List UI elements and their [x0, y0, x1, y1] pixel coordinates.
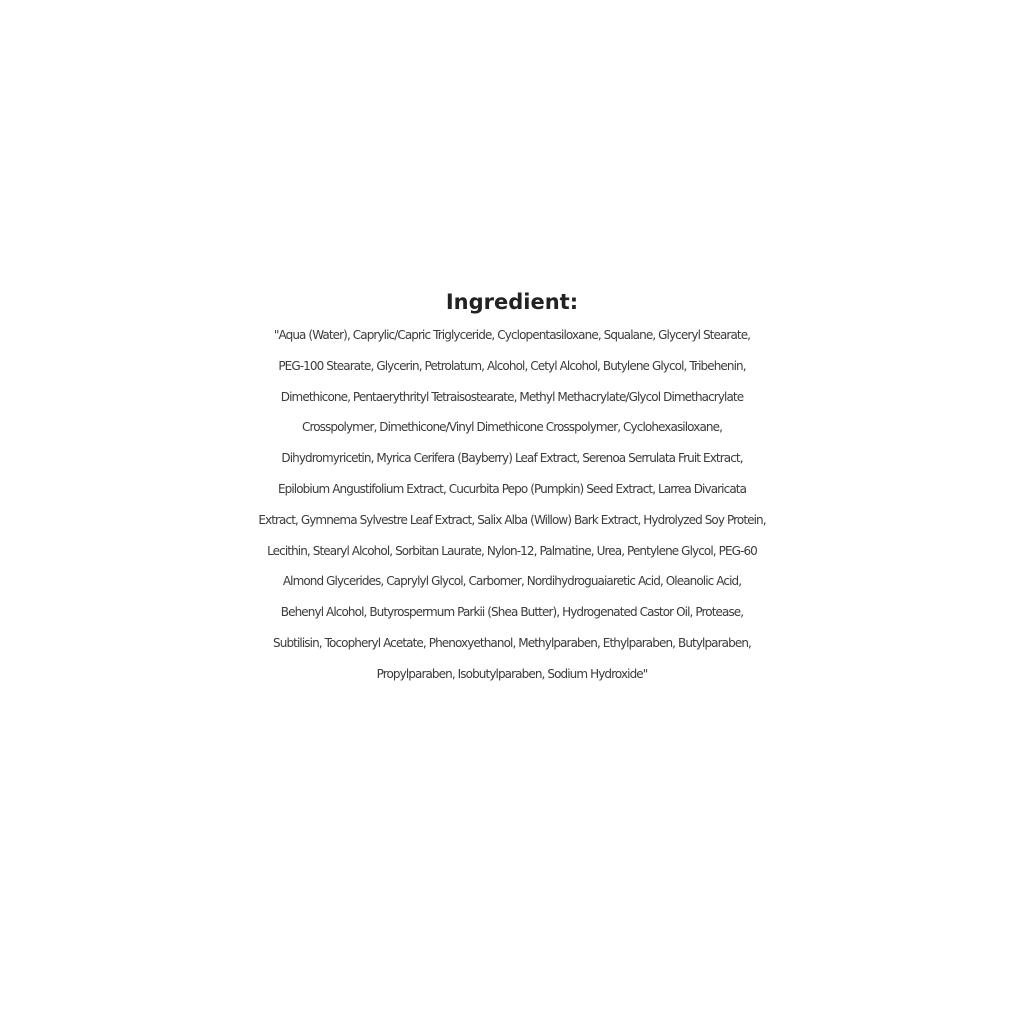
- ingredient-line: Epilobium Angustifolium Extract, Cucurbita Pepo (Pumpkin) Seed Extract, Larrea Divaricata: [277, 481, 747, 496]
- ingredient-line: PEG-100 Stearate, Glycerin, Petrolatum, Alcohol, Cetyl Alcohol, Butylene Glycol, Tribehenin,: [278, 358, 746, 373]
- ingredient-line: Crosspolymer, Dimethicone/Vinyl Dimethicone Crosspolymer, Cyclohexasiloxane,: [301, 420, 722, 435]
- ingredient-line: Dihydromyricetin, Myrica Cerifera (Bayberry) Leaf Extract, Serenoa Serrulata Fruit Extract,: [281, 451, 743, 466]
- ingredient-line: Propylparaben, Isobutylparaben, Sodium Hydroxide": [376, 666, 648, 681]
- ingredient-line: Almond Glycerides, Caprylyl Glycol, Carbomer, Nordihydroguaiaretic Acid, Oleanolic Acid,: [282, 574, 742, 589]
- ingredient-line: Extract, Gymnema Sylvestre Leaf Extract, Salix Alba (Willow) Bark Extract, Hydrolyzed Soy Protein,: [258, 512, 766, 527]
- ingredient-line: "Aqua (Water), Caprylic/Capric Triglyceride, Cyclopentasiloxane, Squalane, Glyceryl Stearate,: [273, 328, 751, 342]
- ingredient-line: Behenyl Alcohol, Butyrospermum Parkii (Shea Butter), Hydrogenated Castor Oil, Protease,: [280, 605, 744, 620]
- ingredient-line: Dimethicone, Pentaerythrityl Tetraisostearate, Methyl Methacrylate/Glycol Dimethacrylate: [280, 389, 744, 404]
- ingredient-list: [0, 284, 1024, 690]
- ingredient-line: Subtilisin, Tocopheryl Acetate, Phenoxyethanol, Methylparaben, Ethylparaben, Butylparaben,: [273, 635, 751, 650]
- ingredient-heading: Ingredient:: [445, 290, 579, 314]
- ingredient-line: Lecithin, Stearyl Alcohol, Sorbitan Laurate, Nylon-12, Palmatine, Urea, Pentylene Glycol, PEG-60: [267, 543, 757, 558]
